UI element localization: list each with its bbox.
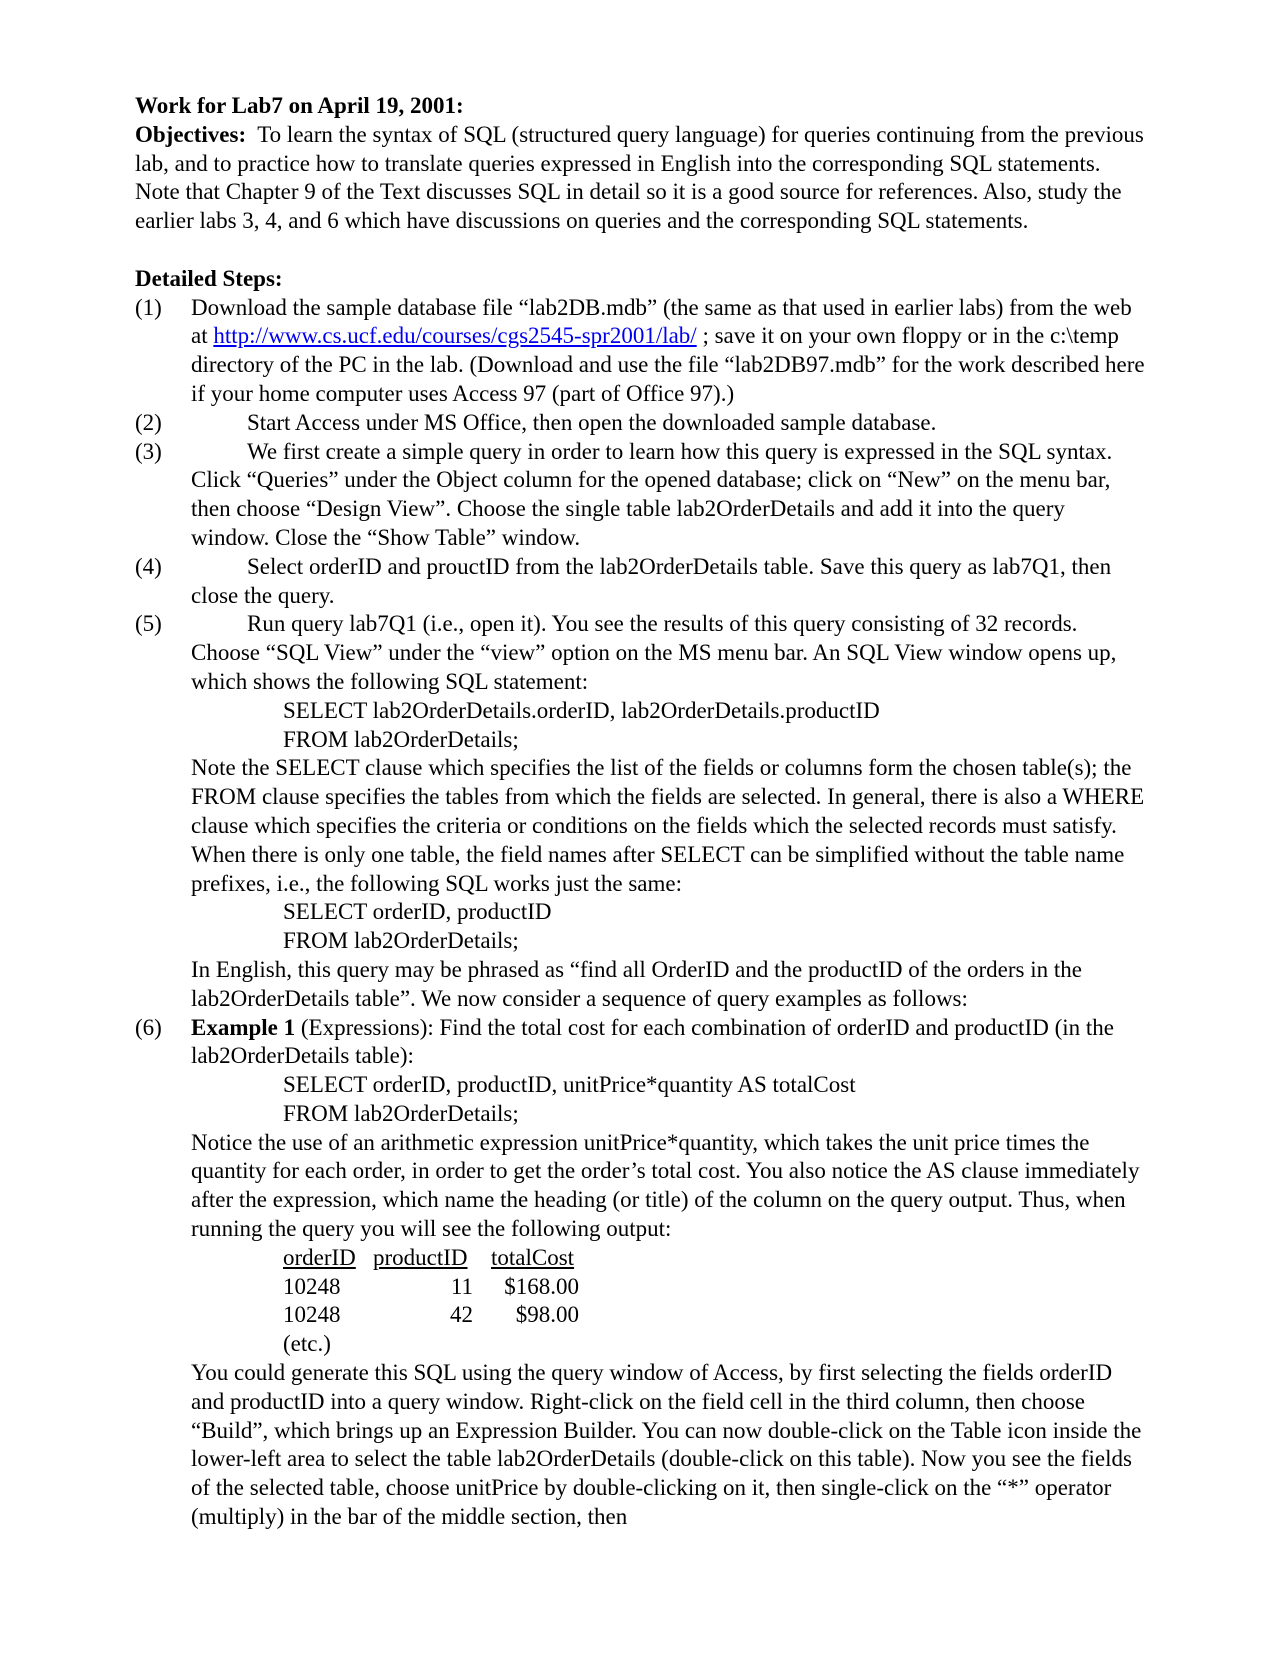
- cell-productid: 42: [450, 1302, 473, 1328]
- example-label: Example 1: [191, 1014, 296, 1040]
- step-1-text-a: Download the sample database file “lab2DB.mdb” (the same as that used in earlier labs) from the web at: [191, 294, 1132, 349]
- step-6-text: (Expressions): Find the total cost for each combination of orderID and productID (in the lab2OrderDetails table):: [191, 1014, 1114, 1069]
- step-1: [135, 294, 1145, 409]
- english-phrasing-note: In English, this query may be phrased as “find all OrderID and the productID of the orders in the lab2OrderDetails table”. We now consider a sequence of query examples as follows:: [191, 956, 1082, 1011]
- column-header-orderid: orderID: [283, 1244, 356, 1270]
- cell-totalcost: $98.00: [515, 1302, 579, 1328]
- step-number: (2): [135, 409, 162, 435]
- step-number: (6): [135, 1014, 162, 1040]
- table-row: [283, 1273, 579, 1302]
- step-5: [135, 610, 1145, 696]
- step-1-text-b: ; save it on your own floppy or in the c:\temp directory of the PC in the lab. (Download and use the file “lab2DB97.mdb” for the work described here if your home computer uses Access 97 (part of Office 97).): [191, 323, 1145, 406]
- sql-code-line: SELECT orderID, productID: [283, 899, 552, 925]
- objectives-text: To learn the syntax of SQL (structured query language) for queries continuing from the previous lab, and to practice how to translate queries expressed in English into the corresponding SQL statements. Note that Chapter 9 of the Text discusses SQL in detail so it is a good source for references. Also, study the earlier labs 3, 4, and 6 which have discussions on queries and the corresponding SQL statements.: [135, 121, 1144, 234]
- step-5-text: Run query lab7Q1 (i.e., open it). You see the results of this query consisting of 32 records. Choose “SQL View” under the “view” option on the MS menu bar. An SQL View window opens up, which shows the following SQL statement:: [191, 611, 1117, 694]
- expression-builder-instructions: You could generate this SQL using the query window of Access, by first selecting the fields orderID and productID into a query window. Right-click on the field cell in the third column, then choose “Build”, which brings up an Expression Builder. You can now double-click on the Table icon inside the lower-left area to select the table lab2OrderDetails (double-click on this table). Now you see the fields of the selected table, choose unitPrice by double-clicking on it, then single-click on the “*” operator (multiply) in the bar of the middle section, then: [191, 1360, 1142, 1530]
- step-2-text: Start Access under MS Office, then open the downloaded sample database.: [247, 409, 937, 435]
- objectives-paragraph: [135, 121, 1145, 236]
- sql-code-line: SELECT lab2OrderDetails.orderID, lab2OrderDetails.productID: [283, 697, 880, 723]
- cell-orderid: 10248: [283, 1273, 341, 1299]
- detailed-steps-heading: Detailed Steps:: [135, 265, 283, 291]
- cell-orderid: 10248: [283, 1302, 341, 1328]
- step-6: [135, 1014, 1145, 1072]
- sql-code-line: FROM lab2OrderDetails;: [283, 726, 519, 752]
- step-number: (5): [135, 611, 162, 637]
- step-3: [135, 438, 1145, 553]
- sql-code-line: FROM lab2OrderDetails;: [283, 928, 519, 954]
- column-header-productid: productID: [373, 1244, 468, 1270]
- objectives-label: Objectives:: [135, 121, 247, 147]
- select-clause-note: Note the SELECT clause which specifies the list of the fields or columns form the chosen table(s); the FROM clause specifies the tables from which the fields are selected. In general, there is also a WHERE clause which specifies the criteria or conditions on the fields which the selected records must satisfy. When there is only one table, the field names after SELECT can be simplified without the table name prefixes, i.e., the following SQL works just the same:: [191, 755, 1145, 896]
- step-2: [135, 409, 1145, 438]
- cell-totalcost: $168.00: [504, 1273, 579, 1299]
- output-etc: (etc.): [283, 1331, 331, 1357]
- spacer: [135, 236, 1145, 265]
- query-output-table: [283, 1244, 579, 1330]
- step-number: (4): [135, 553, 162, 579]
- step-3-text: We first create a simple query in order to learn how this query is expressed in the SQL syntax. Click “Queries” under the Object column for the opened database; click on “New” on the menu bar, then choose “Design View”. Choose the single table lab2OrderDetails and add it into the query window. Close the “Show Table” window.: [191, 438, 1113, 550]
- expression-note: Notice the use of an arithmetic expression unitPrice*quantity, which takes the unit price times the quantity for each order, in order to get the order’s total cost. You also notice the AS clause immediately after the expression, which name the heading (or title) of the column on the query output. Thus, when running the query you will see the following output:: [191, 1129, 1140, 1242]
- table-row: [283, 1301, 579, 1330]
- step-number: (1): [135, 294, 162, 320]
- document-title: Work for Lab7 on April 19, 2001:: [135, 93, 464, 118]
- column-header-totalcost: totalCost: [491, 1244, 575, 1270]
- document-page: [135, 92, 1145, 1532]
- sql-code-line: FROM lab2OrderDetails;: [283, 1100, 519, 1126]
- step-4: [135, 553, 1145, 611]
- course-lab-link[interactable]: http://www.cs.ucf.edu/courses/cgs2545-spr2001/lab/: [213, 323, 697, 349]
- step-4-text: Select orderID and prouctID from the lab2OrderDetails table. Save this query as lab7Q1, then close the query.: [191, 553, 1112, 608]
- table-header-row: [283, 1244, 579, 1273]
- step-number: (3): [135, 438, 162, 464]
- cell-productid: 11: [450, 1273, 473, 1299]
- sql-code-line: SELECT orderID, productID, unitPrice*quantity AS totalCost: [283, 1072, 856, 1098]
